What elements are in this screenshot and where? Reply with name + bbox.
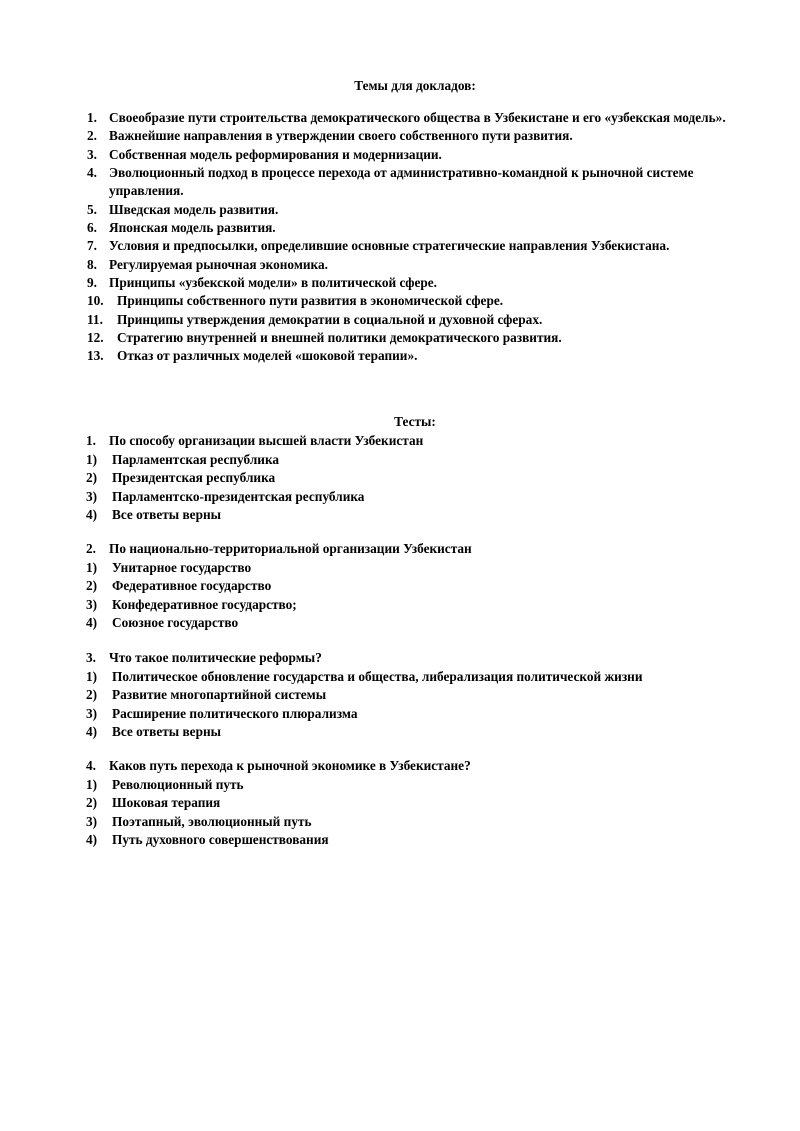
answer-text: Путь духовного совершенствования [112, 832, 329, 848]
topic-text: Эволюционный подход в процессе перехода от административно-командной к рыночной системе управления. [109, 165, 694, 199]
answer-option [86, 596, 746, 615]
answer-text: Конфедеративное государство; [112, 596, 297, 612]
answer-number: 2) [86, 578, 98, 594]
topic-item [87, 109, 747, 127]
topic-number: 2. [87, 128, 97, 144]
test-question [86, 432, 746, 525]
answer-text: Политическое обновление государства и общества, либерализация политической жизни [112, 668, 643, 684]
topic-item [87, 329, 747, 347]
answer-option [86, 559, 746, 578]
answer-text: Унитарное государство [112, 559, 252, 575]
topic-item [87, 219, 747, 237]
topic-text-content: Своеобразие пути строительства демократического общества в Узбекистане и его «узбекская модель». [109, 110, 726, 125]
answer-number: 3) [86, 705, 98, 721]
answer-number: 4) [86, 724, 98, 740]
question-title [86, 757, 746, 776]
answer-option [86, 831, 746, 850]
topic-number: 1. [87, 110, 97, 125]
question-text: По национально-территориальной организации Узбекистан [109, 541, 472, 556]
topic-item [87, 274, 747, 292]
answer-number: 1) [86, 776, 98, 792]
question-title [86, 649, 746, 668]
answer-number: 3) [86, 596, 98, 612]
answer-option [86, 723, 746, 742]
topic-number: 6. [87, 220, 97, 236]
question-number: 1. [86, 433, 96, 448]
answer-number: 1) [86, 668, 98, 684]
topic-item [87, 347, 747, 365]
topic-number: 4. [87, 165, 97, 181]
test-question [86, 757, 746, 850]
topic-number: 12. [87, 330, 104, 346]
topic-item [87, 201, 747, 219]
question-text: Что такое политические реформы? [109, 650, 322, 665]
answer-text: Парламентско-президентская республика [112, 488, 365, 504]
answer-text: Все ответы верны [112, 724, 222, 740]
answer-option [86, 577, 746, 596]
answer-option [86, 813, 746, 832]
topic-item [87, 256, 747, 274]
answer-number: 4) [86, 507, 98, 523]
answer-text: Развитие многопартийной системы [112, 687, 327, 703]
answer-option [86, 668, 746, 687]
answer-list [86, 559, 746, 633]
topic-item [87, 164, 747, 201]
answer-number: 2) [86, 687, 98, 703]
question-text: По способу организации высшей власти Узбекистан [109, 433, 424, 448]
answer-number: 4) [86, 615, 98, 631]
answer-option [86, 776, 746, 795]
topic-text [87, 109, 747, 127]
topic-number: 3. [87, 146, 97, 162]
question-number: 2. [86, 541, 96, 556]
answer-number: 3) [86, 813, 98, 829]
question-title [86, 432, 746, 451]
topic-text: Стратегию внутренней и внешней политики демократического развития. [117, 330, 562, 346]
topic-item [87, 311, 747, 329]
topic-number: 11. [87, 311, 103, 327]
topic-number: 10. [87, 293, 104, 309]
answer-option [86, 488, 746, 507]
topic-text: Регулируемая рыночная экономика. [109, 256, 328, 272]
test-question [86, 540, 746, 633]
topics-heading: Темы для докладов: [354, 78, 476, 93]
topic-item [87, 127, 747, 145]
topic-number: 5. [87, 201, 97, 217]
answer-text: Революционный путь [112, 776, 244, 792]
answer-text: Президентская республика [112, 470, 276, 486]
question-number: 3. [86, 650, 96, 665]
topic-text: Шведская модель развития. [109, 201, 279, 217]
answer-list [86, 451, 746, 525]
topic-text: Важнейшие направления в утверждении своего собственного пути развития. [109, 128, 573, 144]
question-title [86, 540, 746, 559]
topic-text: Принципы «узбекской модели» в политической сфере. [109, 275, 437, 291]
answer-text: Поэтапный, эволюционный путь [112, 813, 312, 829]
answer-text: Союзное государство [112, 615, 239, 631]
answer-text: Шоковая терапия [112, 795, 221, 811]
topic-text: Отказ от различных моделей «шоковой терапии». [117, 348, 418, 364]
answer-option [86, 794, 746, 813]
answer-option [86, 614, 746, 633]
answer-list [86, 776, 746, 850]
answer-option [86, 469, 746, 488]
answer-text: Все ответы верны [112, 507, 222, 523]
topic-text: Условия и предпосылки, определившие основные стратегические направления Узбекистана. [109, 238, 670, 254]
answer-number: 1) [86, 559, 98, 575]
topics-list [87, 109, 747, 366]
question-text: Каков путь перехода к рыночной экономике в Узбекистане? [109, 758, 471, 773]
topic-item [87, 237, 747, 255]
answer-option [86, 451, 746, 470]
topic-text: Японская модель развития. [109, 220, 276, 236]
topic-item [87, 292, 747, 310]
topic-text: Собственная модель реформирования и модернизации. [109, 146, 442, 162]
topic-number: 8. [87, 256, 97, 272]
test-question [86, 649, 746, 742]
answer-text: Федеративное государство [112, 578, 272, 594]
tests-heading: Тесты: [394, 414, 436, 429]
topic-text: Принципы утверждения демократии в социальной и духовной сферах. [117, 311, 543, 327]
answer-number: 1) [86, 451, 98, 467]
answer-text: Парламентская республика [112, 451, 280, 467]
answer-text: Расширение политического плюрализма [112, 705, 358, 721]
topic-number: 9. [87, 275, 97, 291]
answer-list [86, 668, 746, 742]
answer-option [86, 686, 746, 705]
topic-item [87, 146, 747, 164]
topic-number: 13. [87, 348, 104, 364]
answer-number: 4) [86, 832, 98, 848]
answer-number: 2) [86, 795, 98, 811]
answer-number: 3) [86, 488, 98, 504]
topic-text: Принципы собственного пути развития в экономической сфере. [117, 293, 504, 309]
answer-option [86, 705, 746, 724]
question-number: 4. [86, 758, 96, 773]
answer-option [86, 506, 746, 525]
answer-number: 2) [86, 470, 98, 486]
topic-number: 7. [87, 238, 97, 254]
